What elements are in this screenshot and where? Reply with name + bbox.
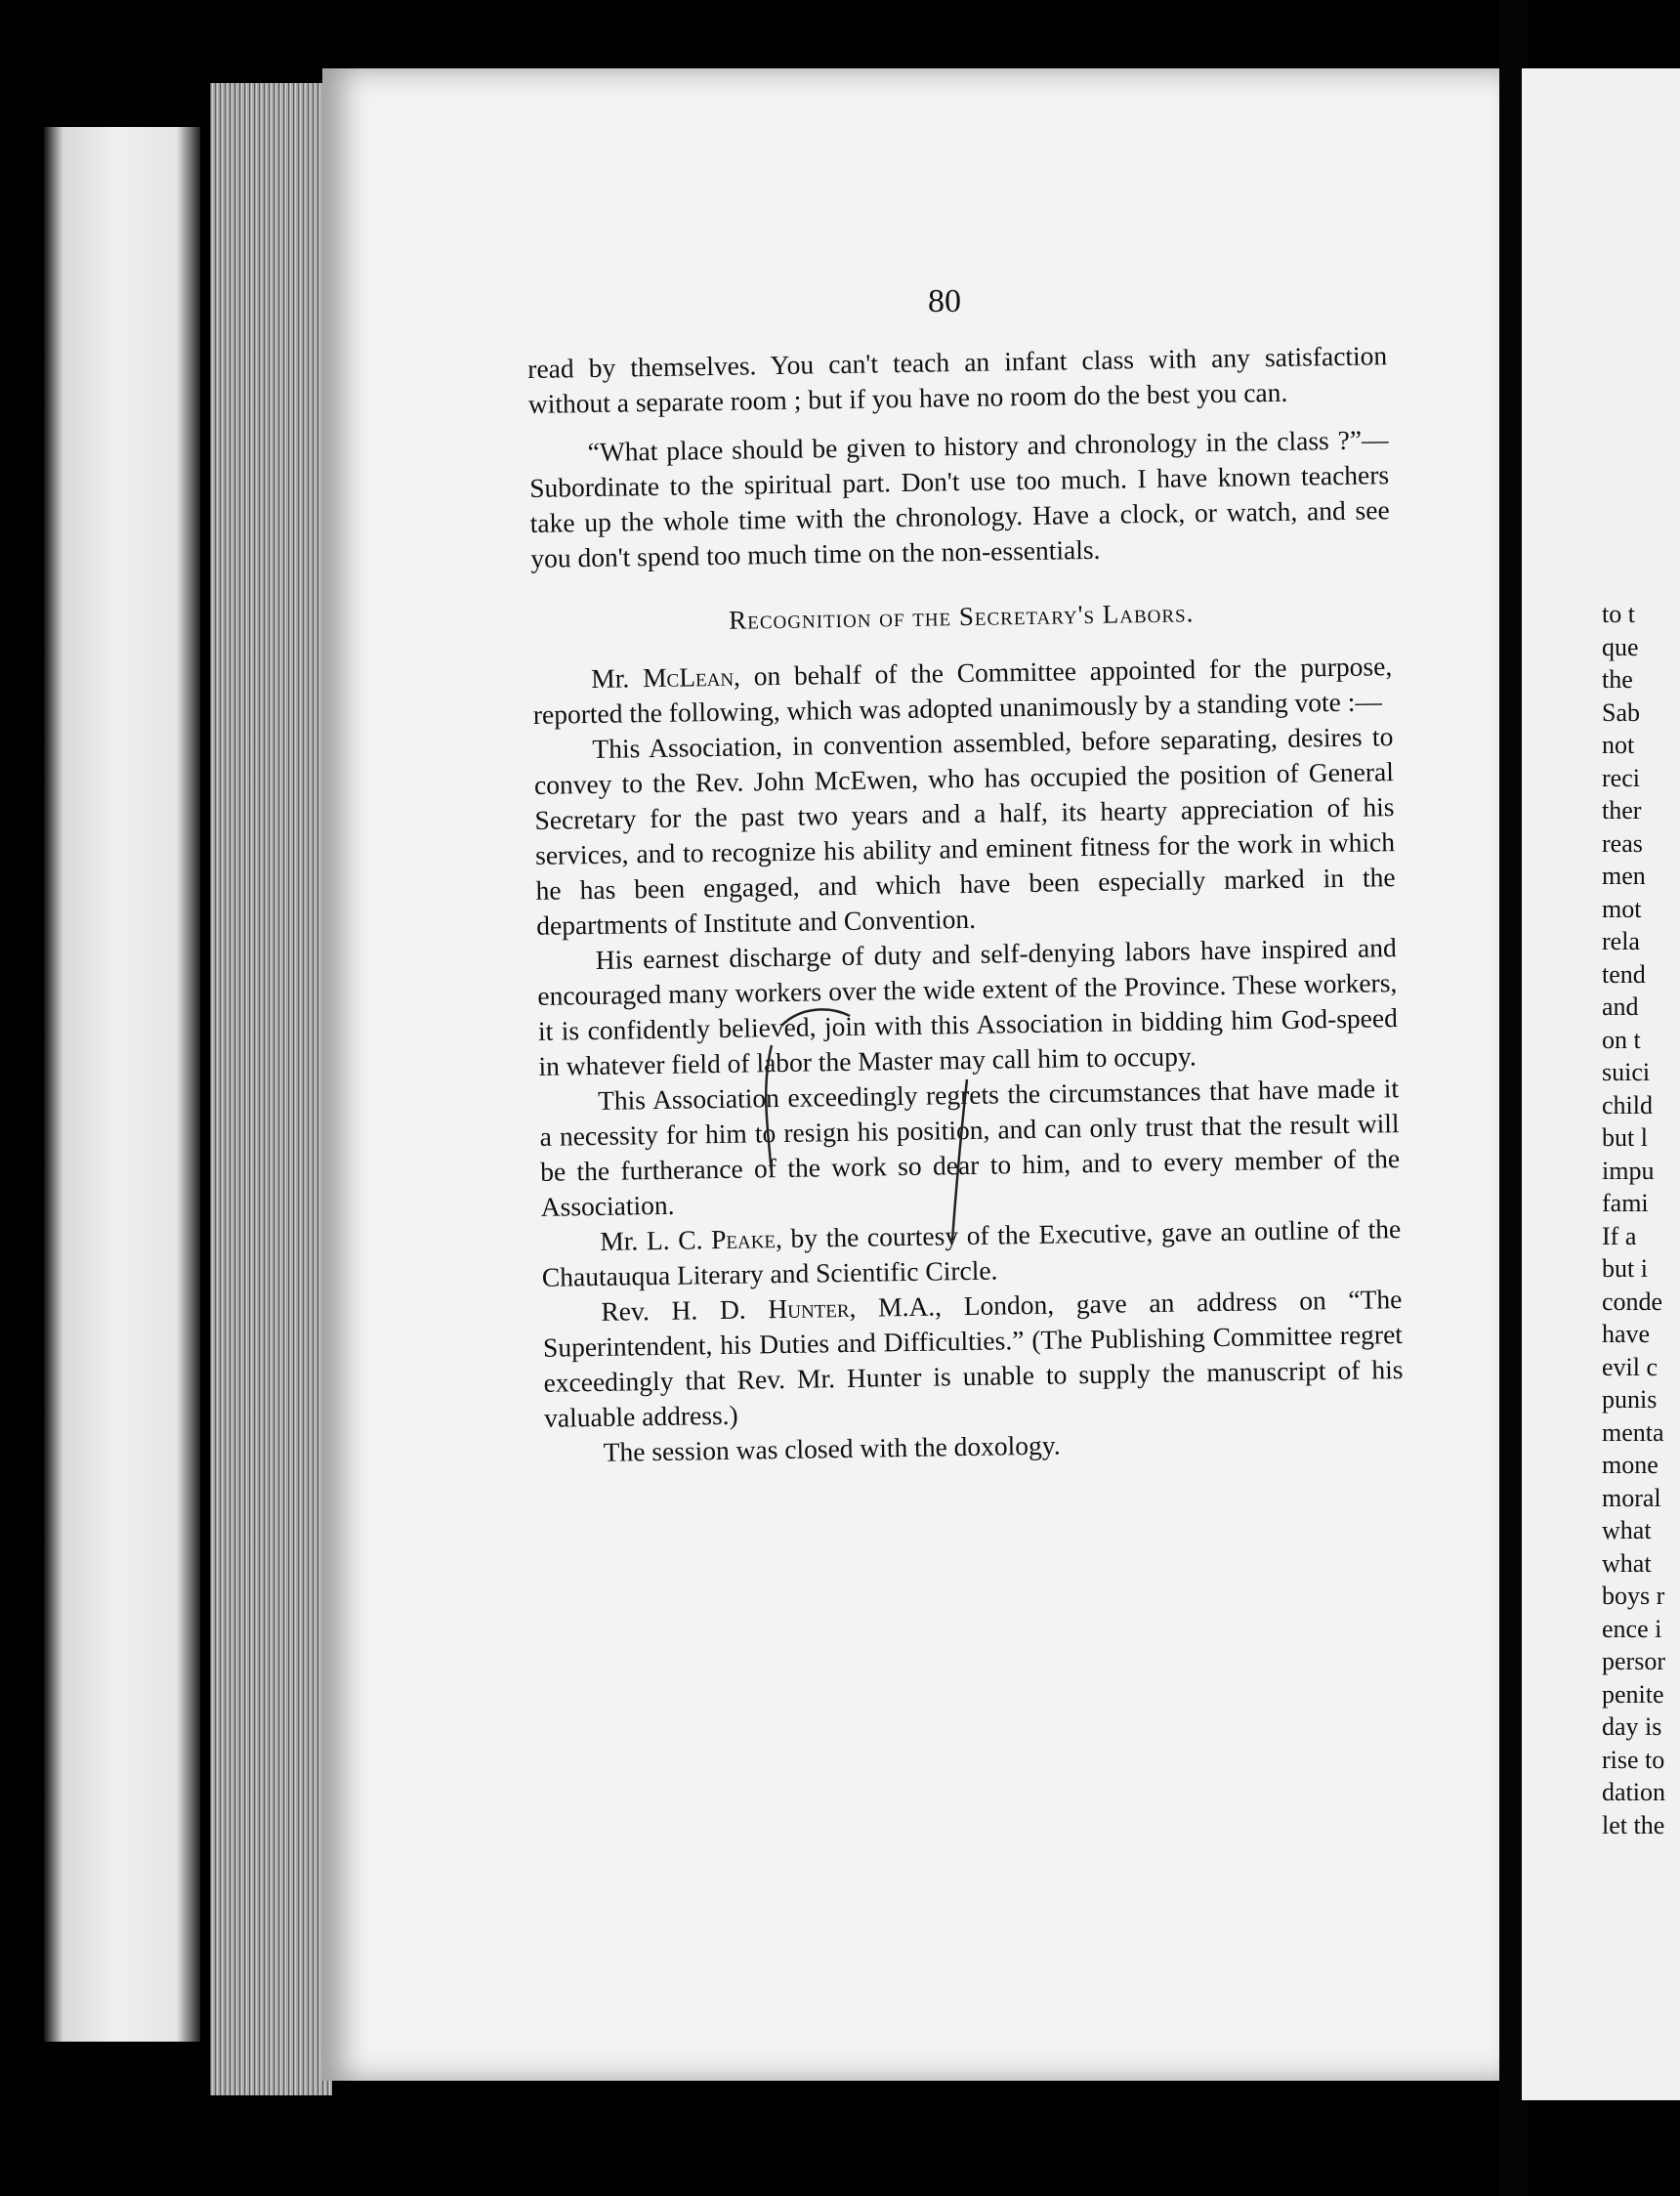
facing-page-line: but i — [1602, 1254, 1648, 1283]
facing-page-line: let the — [1602, 1810, 1665, 1839]
facing-page-line: what — [1602, 1548, 1652, 1578]
resolution-paragraph-1: This Association, in convention assembled, before separating, desires to convey to the Rev. John McEwen, who has occupied the position of General Secretary for the past two years and a half, its hearty appreciation of his services, and to recognize his ability and eminent fitness for the work in which he has been engaged, and which have been especially marked in the departments of Institute and Convention. — [533, 721, 1396, 941]
facing-page-line: moral — [1602, 1483, 1661, 1512]
facing-page-line: and — [1602, 992, 1639, 1021]
facing-page-line: impu — [1602, 1156, 1655, 1185]
paragraph-infant-class: read by themselves. You can't teach an infant class with any satisfaction without a separate room ; but if you have no room do the best you can. — [527, 340, 1388, 419]
facing-page-line: not — [1602, 731, 1635, 759]
facing-page-line: to t — [1602, 600, 1635, 628]
facing-page-line: child — [1602, 1090, 1653, 1119]
facing-page-text — [1602, 598, 1680, 1841]
section-heading: Recognition of the Secretary's Labors. — [729, 598, 1195, 635]
facing-page-line: persor — [1602, 1647, 1665, 1675]
facing-page-line: mot — [1602, 894, 1642, 923]
resolution-paragraph-2: His earnest discharge of duty and self-denying labors have inspired and encouraged many workers over the wide extent of the Province. These workers, it is confidently believed, join with this Association in bidding him God-speed in whatever field of labor the Master may call him to occupy. — [537, 932, 1399, 1081]
facing-page-line: ence i — [1602, 1614, 1662, 1643]
facing-page-line: but l — [1602, 1123, 1648, 1152]
peake-text: , by the courtesy of the Executive, gave an outline of the Chautauqua Literary and Scientific Circle. — [541, 1213, 1402, 1292]
paragraph-hunter — [542, 1282, 1404, 1436]
facing-page-line: Sab — [1602, 697, 1640, 727]
page-body — [527, 338, 1405, 1471]
mclean-name: McLean — [642, 660, 735, 694]
facing-page-line: suici — [1602, 1058, 1651, 1086]
facing-page-line: conde — [1602, 1287, 1663, 1316]
facing-page-line: ther — [1602, 796, 1642, 824]
peake-prefix: Mr. — [600, 1225, 648, 1256]
facing-page-line: que — [1602, 632, 1639, 661]
facing-page-line: what — [1602, 1516, 1652, 1544]
facing-page-line: rise to — [1602, 1745, 1665, 1774]
facing-page-line: on t — [1602, 1025, 1641, 1054]
facing-page-line: have — [1602, 1320, 1651, 1348]
facing-page-line: fami — [1602, 1189, 1649, 1217]
facing-page-line: boys r — [1602, 1582, 1665, 1610]
hunter-prefix: Rev. H. D. — [601, 1293, 769, 1327]
paragraph-history-chronology: “What place should be given to history and chronology in the class ?”—Subordinate to the spiritual part. Don't use too much. I have known teachers take up the whole time with the chronology. Have a clock, or watch, and see you don't spend too much time on the non-essentials. — [528, 424, 1390, 573]
facing-page-line: rela — [1602, 927, 1640, 955]
facing-page-line: punis — [1602, 1385, 1658, 1414]
facing-page-line: reas — [1602, 828, 1643, 858]
facing-page-line: dation — [1602, 1778, 1665, 1806]
facing-page-line: day is — [1602, 1712, 1662, 1741]
facing-page-line: If a — [1602, 1221, 1637, 1250]
facing-page-line: mone — [1602, 1451, 1659, 1479]
facing-page-line: the — [1602, 665, 1633, 694]
facing-page-line: men — [1602, 862, 1646, 890]
facing-page-line: reci — [1602, 763, 1640, 792]
facing-page-line: evil c — [1602, 1352, 1659, 1381]
facing-page-line: penite — [1602, 1679, 1664, 1709]
mclean-prefix: Mr. — [591, 662, 644, 695]
page-stack-edges — [210, 83, 332, 2095]
facing-page-line: menta — [1602, 1417, 1664, 1447]
paragraph-mclean — [532, 649, 1393, 733]
pen-annotation-mark — [742, 1006, 1055, 1270]
paragraph-closing: The session was closed with the doxology. — [603, 1429, 1061, 1467]
resolution-paragraph-3: This Association exceedingly regrets the circumstances that have made it a necessity for him to resign his position, and can only trust that the result will be the furtherance of the work so dear to him, and to every member of the Association. — [539, 1073, 1401, 1222]
peake-name: L. C. Peake — [646, 1223, 777, 1256]
hunter-text: , M.A., London, gave an address on “The Superintendent, his Duties and Difficulties.” (The Publishing Committee regret exceedingly that Rev. Mr. Hunter is unable to supply the manuscript of his valuable address.) — [542, 1284, 1404, 1433]
mclean-text: , on behalf of the Committee appointed for the purpose, reported the following, which was adopted unanimously by a standing vote :— — [532, 651, 1393, 730]
book-edge-left — [44, 127, 200, 2042]
page-number: 80 — [928, 283, 961, 319]
facing-page-line: tend — [1602, 959, 1646, 989]
hunter-name: Hunter — [768, 1291, 850, 1325]
